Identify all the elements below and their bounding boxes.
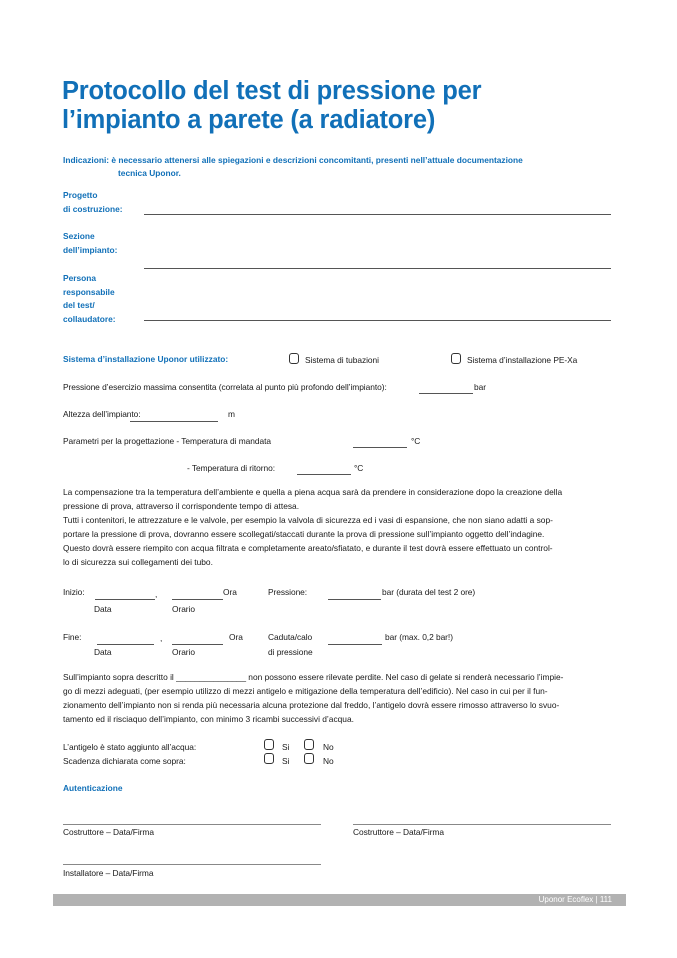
ritorno-label: - Temperatura di ritorno: (187, 463, 275, 473)
bar-note: bar (max. 0,2 bar!) (385, 632, 453, 642)
checkbox-sistema-tubazioni[interactable] (289, 353, 299, 364)
text-line: Tutti i contenitori, le attrezzature e le valvole, per esempio la valvola di sicurezza ed i vasi di espansione, che non siano adatti a sop- (63, 515, 553, 525)
paragraph-compensazione (63, 485, 562, 569)
data-caption: Data (94, 647, 112, 657)
checkbox-scadenza-si[interactable] (264, 753, 274, 764)
instructions-line1: Indicazioni: è necessario attenersi alle spiegazioni e descrizioni concomitanti, presenti nell’attuale documentazione (63, 155, 523, 165)
footer-bar (53, 894, 626, 906)
unit-label: bar (474, 382, 486, 392)
label-sezione (63, 230, 117, 257)
inizio-orario-input-line[interactable] (172, 599, 223, 600)
scadenza-label: Scadenza dichiarata come sopra: (63, 756, 186, 766)
pressione-max-input-line[interactable] (419, 393, 473, 394)
paragraph-perdite (63, 670, 563, 726)
signature-caption: Installatore – Data/Firma (63, 868, 154, 878)
caduta-input-line[interactable] (328, 644, 382, 645)
altezza-input-line[interactable] (130, 421, 218, 422)
caduta-label: Caduta/calo (268, 632, 313, 642)
text-line: La compensazione tra la temperatura dell’ambiente e quella a piena acqua sarà da prendere in considerazione dopo la creazione della (63, 487, 563, 497)
altezza-label: Altezza dell’impianto: (63, 409, 141, 419)
text-line: go di mezzi adeguati, (per esempio utilizzo di mezzi antigelo e mitigazione della temperatura dell’edificio). Nel caso in cui per il fun- (63, 686, 548, 696)
sezione-input-line[interactable] (144, 268, 611, 269)
text-line: tamento ed il risciaquo dell’impianto, con minimo 3 ricambi successivi d’acqua. (63, 714, 354, 724)
bar-note: bar (durata del test 2 ore) (382, 587, 476, 597)
text-line: Questo dovrà essere riempito con acqua filtrata e completamente areato/sfiatato, e durante il test dovrà essere effettuato un control- (63, 543, 553, 553)
checkbox-antigelo-no[interactable] (304, 739, 314, 750)
fine-data-input-line[interactable] (97, 644, 154, 645)
unit-label: °C (354, 463, 364, 473)
mandata-input-line[interactable] (353, 447, 407, 448)
text-line: Sull’impianto sopra descritto il _______________ non possono essere rilevate perdite. Nel caso di gelate si renderà necessario l’impie- (63, 672, 564, 682)
signature-line-costruttore-1[interactable] (63, 824, 321, 825)
page-title-line2: l’impianto a parete (a radiatore) (62, 106, 436, 134)
si-label: Si (282, 756, 290, 766)
caduta-label-2: di pressione (268, 647, 313, 657)
label-line: di costruzione: (63, 203, 123, 214)
pressione-input-line[interactable] (328, 599, 381, 600)
option-label: Sistema di tubazioni (305, 355, 379, 365)
label-line: Progetto (63, 190, 98, 200)
ora-label: Ora (229, 632, 243, 642)
ritorno-input-line[interactable] (297, 474, 351, 475)
label-line: Sezione (63, 231, 95, 241)
label-line: responsabile (63, 286, 115, 297)
label-persona (63, 272, 116, 326)
signature-caption: Costruttore – Data/Firma (353, 827, 444, 837)
orario-caption: Orario (172, 604, 195, 614)
inizio-data-input-line[interactable] (95, 599, 155, 600)
parametri-label: Parametri per la progettazione - Temperatura di mandata (63, 436, 271, 446)
instructions-line2: tecnica Uponor. (118, 168, 181, 178)
unit-label: °C (411, 436, 421, 446)
label-line: collaudatore: (63, 313, 116, 324)
inizio-label: Inizio: (63, 587, 85, 597)
page-title-line1: Protocollo del test di pressione per (62, 77, 482, 105)
no-label: No (323, 756, 334, 766)
text-line: pressione di prova, attraverso il corrispondente tempo di attesa. (63, 501, 300, 511)
unit-label: m (228, 409, 235, 419)
pressione-max-label: Pressione d’esercizio massima consentita (correlata al punto più profondo dell’impianto): (63, 382, 387, 392)
checkbox-sistema-pexa[interactable] (451, 353, 461, 364)
pressione-label: Pressione: (268, 587, 308, 597)
signature-caption: Costruttore – Data/Firma (63, 827, 154, 837)
ora-label: Ora (223, 587, 237, 597)
label-line: del test/ (63, 300, 95, 310)
autenticazione-heading: Autenticazione (63, 783, 123, 793)
label-progetto (63, 189, 123, 216)
option-label: Sistema d’installazione PE-Xa (467, 355, 578, 365)
fine-orario-input-line[interactable] (172, 644, 223, 645)
text-line: lo di sicurezza sui collegamenti dei tubo. (63, 557, 213, 567)
antigelo-label: L’antigelo è stato aggiunto all’acqua: (63, 742, 197, 752)
checkbox-antigelo-si[interactable] (264, 739, 274, 750)
orario-caption: Orario (172, 647, 195, 657)
fine-label: Fine: (63, 632, 82, 642)
sistema-label: Sistema d’installazione Uponor utilizzato: (63, 354, 229, 364)
checkbox-scadenza-no[interactable] (304, 753, 314, 764)
progetto-input-line[interactable] (144, 214, 611, 215)
comma: , (160, 633, 163, 643)
comma: , (155, 589, 158, 599)
text-line: portare la pressione di prova, dovranno essere scollegati/staccati durante la prova di pressione sull’impianto oggetto dell’indagine. (63, 529, 545, 539)
signature-line-installatore[interactable] (63, 864, 321, 865)
signature-line-costruttore-2[interactable] (353, 824, 611, 825)
persona-input-line[interactable] (144, 320, 611, 321)
label-line: dell’impianto: (63, 244, 118, 255)
data-caption: Data (94, 604, 112, 614)
si-label: Si (282, 742, 290, 752)
label-line: Persona (63, 273, 97, 283)
no-label: No (323, 742, 334, 752)
footer-page-label: Uponor Ecoflex | 111 (538, 895, 612, 904)
text-line: zionamento dell’impianto non si renda più necessaria alcuna protezione dal freddo, l’antigelo dovrà essere rimosso attraverso lo svuo- (63, 700, 560, 710)
